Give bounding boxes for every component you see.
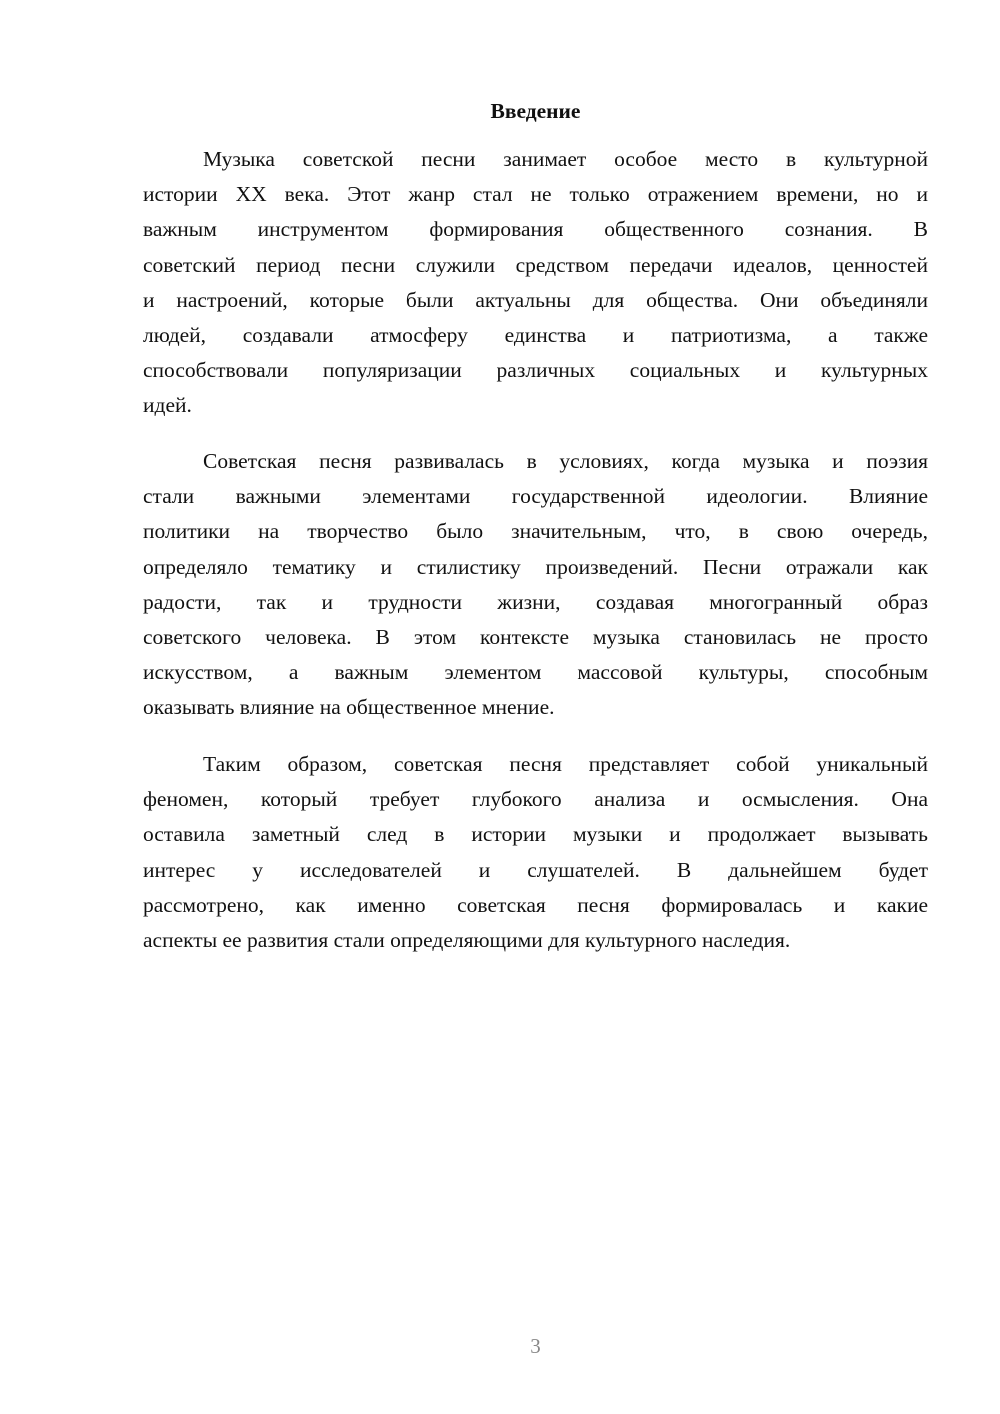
section-title: Введение <box>490 99 581 123</box>
text-line: искусством, а важным элементом массовой культуры, способным <box>143 660 928 685</box>
text-line: Музыка советской песни занимает особое место в культурной <box>203 147 928 171</box>
paragraph-3 <box>143 747 928 958</box>
text-line: определяло тематику и стилистику произведений. Песни отражали как <box>143 554 928 579</box>
text-line: интерес у исследователей и слушателей. В дальнейшем будет <box>143 857 928 882</box>
text-line: Таким образом, советская песня представляет собой уникальный <box>203 752 928 776</box>
text-line: и настроений, которые были актуальны для общества. Они объединяли <box>143 287 928 312</box>
text-line: рассмотрено, как именно советская песня формировалась и какие <box>143 892 928 917</box>
text-line: оказывать влияние на общественное мнение. <box>143 695 555 720</box>
text-line: истории XX века. Этот жанр стал не только отражением времени, но и <box>143 182 928 207</box>
text-line: советский период песни служили средством передачи идеалов, ценностей <box>143 252 928 277</box>
text-line: феномен, который требует глубокого анализа и осмысления. Она <box>143 787 928 812</box>
text-line: людей, создавали атмосферу единства и патриотизма, а также <box>143 322 928 347</box>
text-line: оставила заметный след в истории музыки и продолжает вызывать <box>143 822 928 847</box>
text-line: идей. <box>143 393 192 418</box>
text-line: стали важными элементами государственной идеологии. Влияние <box>143 484 928 509</box>
text-line: радости, так и трудности жизни, создавая многогранный образ <box>143 589 928 614</box>
text-line: способствовали популяризации различных социальных и культурных <box>143 358 928 383</box>
paragraph-1 <box>143 142 928 424</box>
text-line: советского человека. В этом контексте музыка становилась не просто <box>143 624 928 649</box>
text-line: политики на творчество было значительным, что, в свою очередь, <box>143 519 928 544</box>
paragraph-2 <box>143 444 928 726</box>
text-line: важным инструментом формирования общественного сознания. В <box>143 217 928 242</box>
text-line: Советская песня развивалась в условиях, когда музыка и поэзия <box>203 449 928 473</box>
page-number: 3 <box>530 1334 541 1358</box>
text-line: аспекты ее развития стали определяющими для культурного наследия. <box>143 927 791 952</box>
